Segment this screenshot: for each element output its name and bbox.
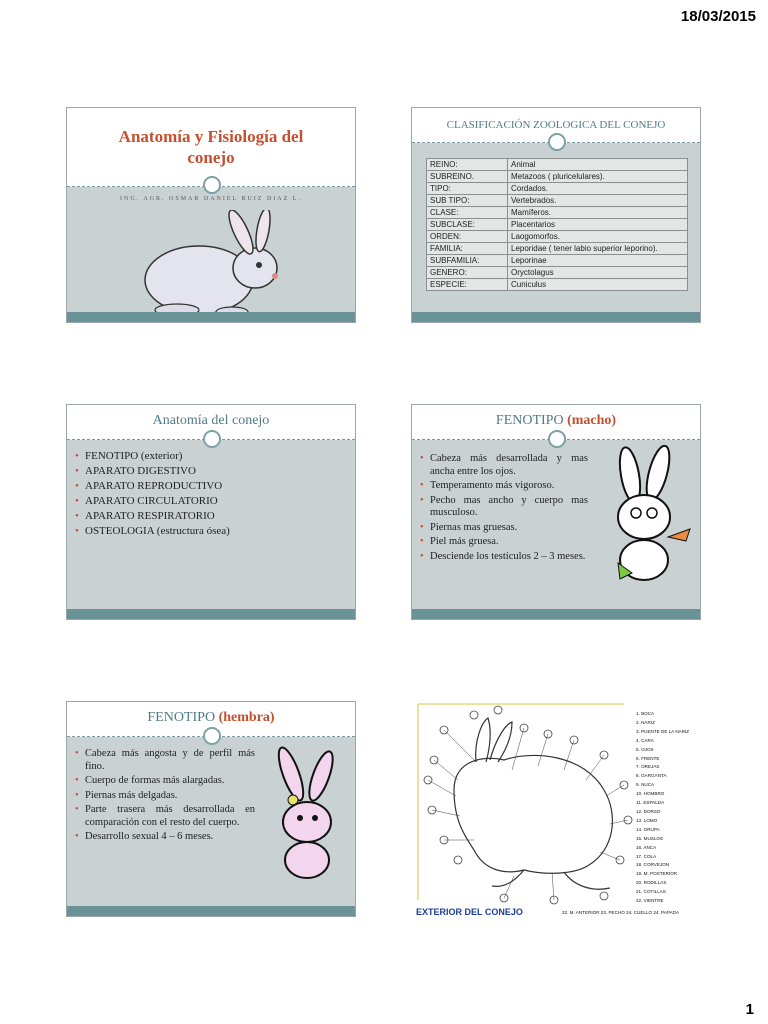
list-item: • Pecho mas ancho y cuerpo mas musculoso.	[420, 495, 588, 520]
taxon-value-cell: Animal	[508, 159, 688, 171]
taxon-rank-cell: TIPO:	[427, 183, 508, 195]
table-row	[427, 279, 688, 291]
legend-item: 13. LOMO	[636, 817, 658, 823]
diagram-legend	[636, 710, 689, 906]
list-item: • Piel más gruesa.	[420, 536, 588, 549]
taxon-value-cell: Leporidae ( tener labio superior leporino).	[508, 243, 688, 255]
legend-item: 9. NUCA	[636, 782, 655, 788]
table-row	[427, 171, 688, 183]
diagram-legend-foot: 22. M. ANTERIOR 23. PECHO 24. CUELLO 24. PAPADA	[562, 910, 680, 915]
table-row	[427, 207, 688, 219]
table-row	[427, 159, 688, 171]
taxon-value-cell: Laogomorfos.	[508, 231, 688, 243]
taxon-value-cell: Oryctolagus	[508, 267, 688, 279]
female-traits-list	[75, 748, 255, 846]
page-date: 18/03/2015	[680, 8, 756, 25]
legend-item: 14. GRUPA	[636, 826, 660, 832]
list-item: • APARATO RESPIRATORIO	[75, 509, 230, 524]
legend-item: 11. ESPALDA	[636, 800, 665, 806]
legend-item: 19. M. POSTERIOR	[636, 871, 678, 877]
male-traits-list	[420, 453, 588, 565]
female-rabbit-cartoon	[263, 742, 353, 882]
taxon-value-cell: Cordados.	[508, 183, 688, 195]
ring-ornament	[548, 430, 566, 448]
slide-anatomy	[66, 404, 356, 620]
taxon-rank-cell: GENERO:	[427, 267, 508, 279]
table-row	[427, 255, 688, 267]
taxon-rank-cell: ORDEN:	[427, 231, 508, 243]
list-item: • Cuerpo de formas más alargadas.	[75, 775, 255, 788]
table-row	[427, 267, 688, 279]
diagram-title: EXTERIOR DEL CONEJO	[416, 907, 523, 917]
list-item: • APARATO CIRCULATORIO	[75, 494, 230, 509]
list-item: • Piernas mas gruesas.	[420, 522, 588, 535]
table-row	[427, 195, 688, 207]
legend-item: 5. OJOS	[636, 746, 654, 752]
legend-item: 7. OREJAS	[636, 764, 660, 770]
rabbit-illustration	[137, 210, 297, 320]
ring-ornament	[203, 727, 221, 745]
slide-footer-bar	[67, 906, 355, 916]
table-row	[427, 219, 688, 231]
table-row	[427, 231, 688, 243]
legend-item: 10. HOMBRO	[636, 791, 665, 797]
legend-item: 16. ANCA	[636, 844, 657, 850]
page-number: 1	[745, 1001, 754, 1018]
legend-item: 18. CORVEJON	[636, 862, 670, 868]
taxon-value-cell: Mamíferos.	[508, 207, 688, 219]
table-row	[427, 243, 688, 255]
male-rabbit-cartoon	[598, 445, 698, 585]
taxon-rank-cell: SUBFAMILIA:	[427, 255, 508, 267]
slide-title	[412, 413, 700, 429]
list-item: • APARATO DIGESTIVO	[75, 464, 230, 479]
legend-item: 4. CARA	[636, 737, 654, 743]
legend-item: 8. GARGANTA	[636, 773, 667, 779]
taxon-value-cell: Leporinae	[508, 255, 688, 267]
slide-title: Anatomía del conejo	[152, 413, 270, 428]
list-item: • FENOTIPO (exterior)	[75, 449, 230, 464]
slide-phenotype-female	[66, 701, 356, 917]
title-main: FENOTIPO	[495, 413, 564, 428]
classification-table	[426, 158, 688, 291]
legend-item: 1. BOCA	[636, 711, 655, 716]
ring-ornament	[203, 176, 221, 194]
taxon-value-cell: Metazoos ( pluricelulares).	[508, 171, 688, 183]
list-item: • APARATO REPRODUCTIVO	[75, 479, 230, 494]
legend-item: 2. NARIZ	[636, 719, 655, 725]
slide-phenotype-male	[411, 404, 701, 620]
taxon-rank-cell: CLASE:	[427, 207, 508, 219]
list-item: • Temperamento más vigoroso.	[420, 480, 588, 493]
title-accent: (macho)	[567, 413, 617, 428]
taxon-rank-cell: FAMILIA:	[427, 243, 508, 255]
ring-ornament	[548, 133, 566, 151]
taxon-value-cell: Cuniculus	[508, 279, 688, 291]
taxon-rank-cell: SUB TIPO:	[427, 195, 508, 207]
title-main: FENOTIPO	[147, 710, 216, 725]
anatomy-list	[75, 449, 230, 539]
legend-item: 21. COTILLAS	[636, 889, 666, 895]
slide-footer-bar	[67, 609, 355, 619]
taxon-value-cell: Vertebrados.	[508, 195, 688, 207]
slide-footer-bar	[67, 312, 355, 322]
slide-classification	[411, 107, 701, 323]
legend-item: 22. VIENTRE	[636, 898, 664, 904]
author-line: ING. AGR. OSMAR DANIEL RUIZ DIAZ L.	[120, 196, 302, 202]
legend-item: 6. FRENTE	[636, 755, 660, 761]
legend-item: 3. PUENTE DE LA NARIZ	[636, 728, 690, 734]
legend-item: 15. MUSLOS	[636, 835, 664, 841]
slide-footer-bar	[412, 312, 700, 322]
list-item: • Desciende los testículos 2 – 3 meses.	[420, 551, 588, 564]
table-row	[427, 183, 688, 195]
presentation-title: Anatomía y Fisiología del conejo	[118, 127, 304, 167]
slide-title	[66, 107, 356, 323]
slide-title	[67, 710, 355, 726]
legend-item: 17. COLA	[636, 853, 657, 859]
list-item: • Desarrollo sexual 4 – 6 meses.	[75, 831, 255, 844]
list-item: • Cabeza más desarrollada y mas ancha entre los ojos.	[420, 453, 588, 478]
legend-item: 12. DORSO	[636, 808, 661, 814]
slide-title: CLASIFICACIÓN ZOOLOGICA DEL CONEJO	[446, 119, 666, 131]
list-item: • OSTEOLOGIA (estructura ósea)	[75, 524, 230, 539]
taxon-rank-cell: ESPECIE:	[427, 279, 508, 291]
ring-ornament	[203, 430, 221, 448]
taxon-rank-cell: SUBREINO.	[427, 171, 508, 183]
list-item: • Piernas más delgadas.	[75, 790, 255, 803]
slide-footer-bar	[412, 609, 700, 619]
list-item: • Cabeza más angosta y de perfil más fino.	[75, 748, 255, 773]
title-accent: (hembra)	[218, 710, 275, 725]
taxon-rank-cell: REINO:	[427, 159, 508, 171]
taxon-value-cell: Placentarios	[508, 219, 688, 231]
list-item: • Parte trasera más desarrollada en comparación con el resto del cuerpo.	[75, 804, 255, 829]
legend-item: 20. RODILLAS	[636, 880, 667, 886]
taxon-rank-cell: SUBCLASE:	[427, 219, 508, 231]
